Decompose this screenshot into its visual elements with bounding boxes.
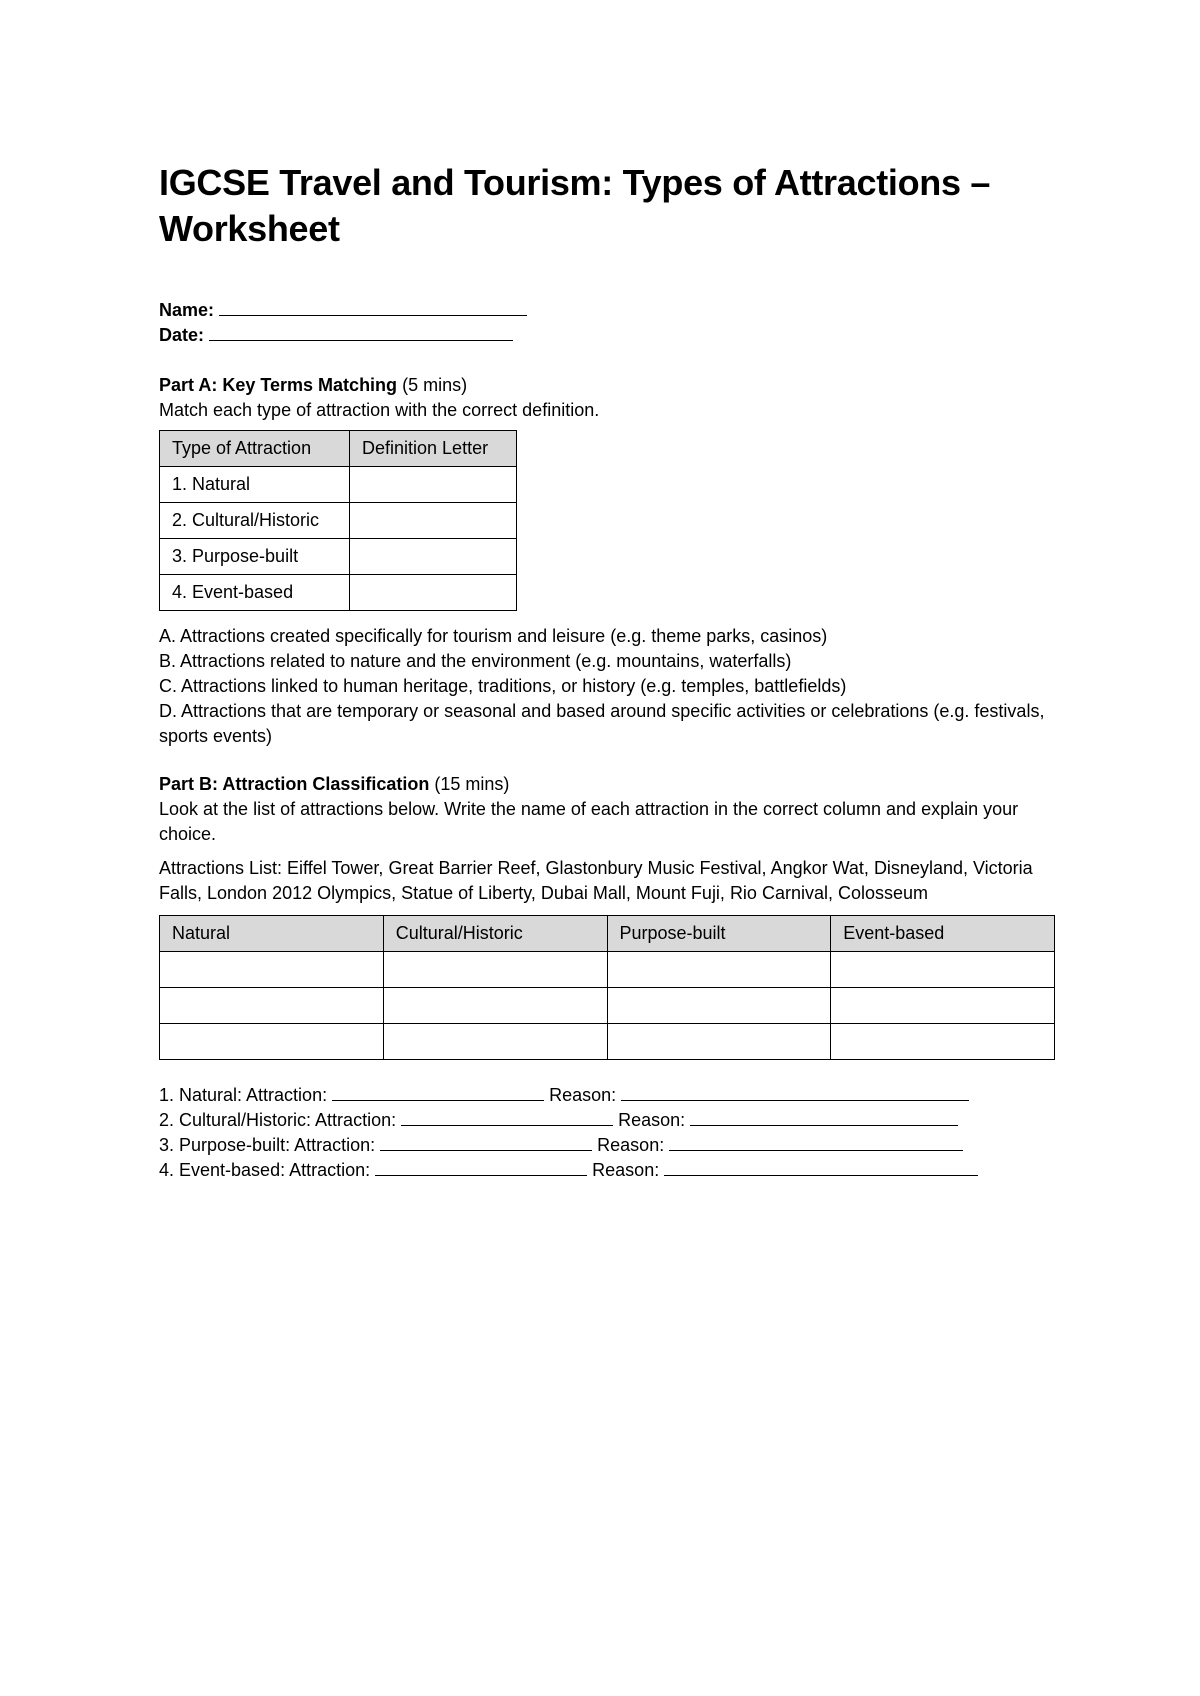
answer-cell[interactable] xyxy=(383,952,607,988)
name-field xyxy=(159,298,1059,323)
answer-lines xyxy=(159,1083,1059,1183)
answer-cell[interactable] xyxy=(831,988,1055,1024)
part-a-heading xyxy=(159,373,1059,398)
date-blank[interactable] xyxy=(209,323,513,341)
definition-item: B. Attractions related to nature and the environment (e.g. mountains, waterfalls) xyxy=(159,651,792,671)
answer-cell[interactable] xyxy=(160,988,384,1024)
part-b-time: (15 mins) xyxy=(434,774,510,794)
answer-cell[interactable] xyxy=(160,952,384,988)
definition-item: D. Attractions that are temporary or seasonal and based around specific activities or celebrations (e.g. festivals, sports events) xyxy=(159,701,1045,746)
answer-cell[interactable] xyxy=(350,539,517,575)
definition-list xyxy=(159,624,1059,749)
answer-line xyxy=(159,1108,1059,1133)
answer-cell[interactable] xyxy=(607,952,831,988)
classification-table-header xyxy=(160,916,1055,952)
table-row xyxy=(160,467,517,503)
answer-cell[interactable] xyxy=(350,575,517,611)
name-blank[interactable] xyxy=(219,298,527,316)
part-a-instruction: Match each type of attraction with the correct definition. xyxy=(159,400,600,420)
reason-blank[interactable] xyxy=(669,1134,963,1151)
row-label: 4. Event-based xyxy=(160,575,350,611)
part-a-time: (5 mins) xyxy=(402,375,468,395)
name-label: Name: xyxy=(159,300,215,320)
classification-table xyxy=(159,915,1055,1060)
part-b-instruction: Look at the list of attractions below. Write the name of each attraction in the correct column and explain your choice. xyxy=(159,799,1019,844)
definition-item: C. Attractions linked to human heritage, traditions, or history (e.g. temples, battlefields) xyxy=(159,676,847,696)
row-label: 1. Natural xyxy=(160,467,350,503)
part-b-heading xyxy=(159,772,1059,797)
reason-label: Reason: xyxy=(597,1135,665,1155)
row-label: 2. Cultural/Historic xyxy=(160,503,350,539)
reason-label: Reason: xyxy=(618,1110,686,1130)
worksheet-page xyxy=(159,160,1059,1183)
page-title: IGCSE Travel and Tourism: Types of Attractions – Worksheet xyxy=(159,162,991,249)
matching-table xyxy=(159,430,517,611)
matching-table-header xyxy=(160,431,517,467)
header-purpose: Purpose-built xyxy=(607,916,831,952)
answer-label: 2. Cultural/Historic: Attraction: xyxy=(159,1110,397,1130)
table-row xyxy=(160,952,1055,988)
table-row xyxy=(160,988,1055,1024)
answer-cell[interactable] xyxy=(607,988,831,1024)
answer-line xyxy=(159,1083,1059,1108)
definition-item: A. Attractions created specifically for tourism and leisure (e.g. theme parks, casinos) xyxy=(159,626,828,646)
reason-blank[interactable] xyxy=(664,1159,978,1176)
row-label: 3. Purpose-built xyxy=(160,539,350,575)
attractions-list: Attractions List: Eiffel Tower, Great Barrier Reef, Glastonbury Music Festival, Angkor Wat, Disneyland, Victoria Falls, London 2012 Olympics, Statue of Liberty, Dubai Mall, Mount Fuji, Rio Carnival, Colosseum xyxy=(159,858,1033,903)
date-field xyxy=(159,323,1059,348)
answer-cell[interactable] xyxy=(831,1024,1055,1060)
table-row xyxy=(160,575,517,611)
attraction-blank[interactable] xyxy=(401,1109,613,1126)
table-row xyxy=(160,503,517,539)
answer-cell[interactable] xyxy=(383,1024,607,1060)
header-natural: Natural xyxy=(160,916,384,952)
answer-label: 4. Event-based: Attraction: xyxy=(159,1160,371,1180)
header-letter: Definition Letter xyxy=(350,431,517,467)
answer-cell[interactable] xyxy=(383,988,607,1024)
answer-line xyxy=(159,1133,1059,1158)
header-type: Type of Attraction xyxy=(160,431,350,467)
answer-cell[interactable] xyxy=(160,1024,384,1060)
reason-blank[interactable] xyxy=(621,1084,969,1101)
answer-cell[interactable] xyxy=(831,952,1055,988)
answer-cell[interactable] xyxy=(350,467,517,503)
date-label: Date: xyxy=(159,325,205,345)
part-a-title: Part A: Key Terms Matching xyxy=(159,375,398,395)
table-row xyxy=(160,539,517,575)
answer-cell[interactable] xyxy=(350,503,517,539)
answer-line xyxy=(159,1158,1059,1183)
reason-blank[interactable] xyxy=(690,1109,958,1126)
part-b-title: Part B: Attraction Classification xyxy=(159,774,430,794)
table-row xyxy=(160,1024,1055,1060)
reason-label: Reason: xyxy=(549,1085,617,1105)
answer-label: 1. Natural: Attraction: xyxy=(159,1085,328,1105)
answer-cell[interactable] xyxy=(607,1024,831,1060)
header-cultural: Cultural/Historic xyxy=(383,916,607,952)
answer-label: 3. Purpose-built: Attraction: xyxy=(159,1135,376,1155)
header-event: Event-based xyxy=(831,916,1055,952)
attraction-blank[interactable] xyxy=(375,1159,587,1176)
reason-label: Reason: xyxy=(592,1160,660,1180)
attraction-blank[interactable] xyxy=(332,1084,544,1101)
attraction-blank[interactable] xyxy=(380,1134,592,1151)
